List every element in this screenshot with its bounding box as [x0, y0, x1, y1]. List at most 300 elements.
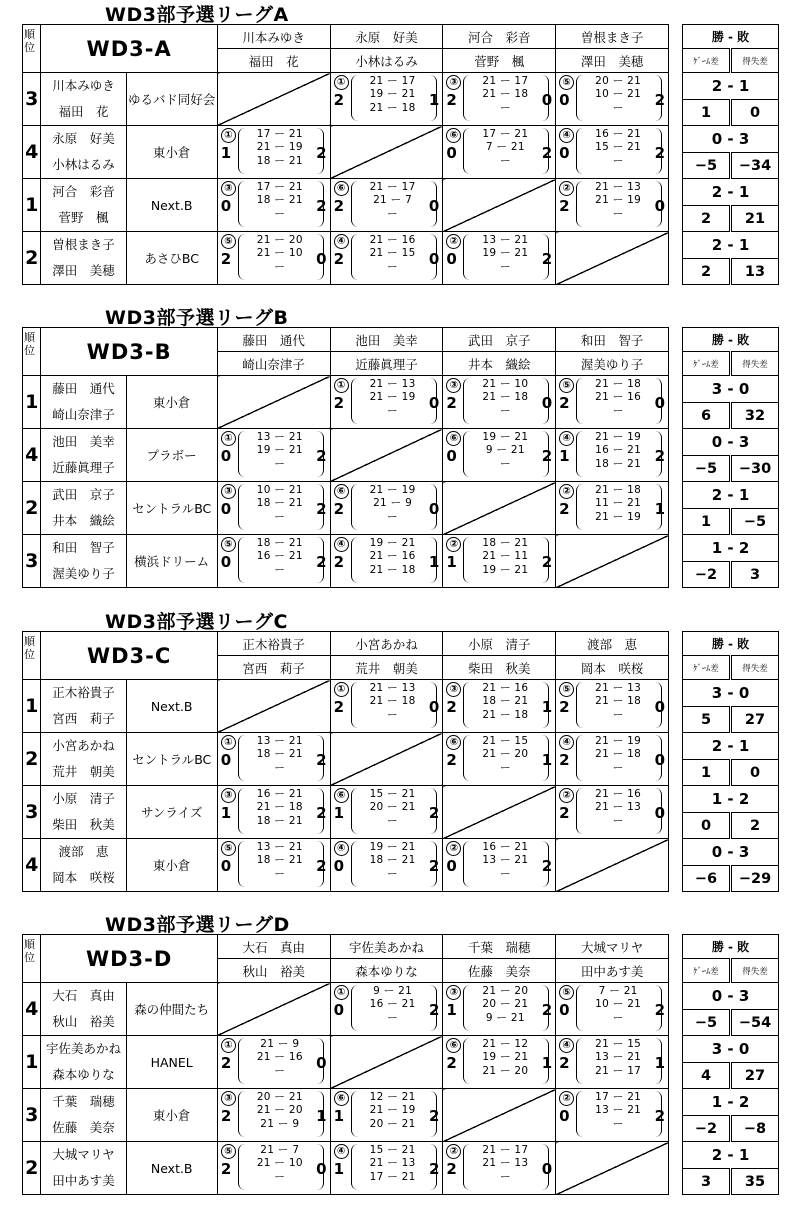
games-won-right: 2: [541, 857, 553, 875]
games-won-right: 0: [541, 91, 553, 109]
point-diff-value: 0: [731, 100, 779, 126]
rank-value: 4: [23, 429, 41, 482]
game-score: 18 ー 21: [256, 194, 303, 206]
player-1-name: 武田 京子: [52, 487, 115, 502]
game-score: 13 ー 21: [256, 841, 303, 853]
games-won-left: 2: [220, 1160, 232, 1178]
games-won-left: 1: [333, 804, 345, 822]
match-number: ④: [559, 128, 574, 143]
games-won-right: 2: [654, 1001, 665, 1019]
match-number: ①: [221, 128, 236, 143]
header-player-1: 川本みゆき: [217, 25, 330, 49]
games-won-right: 0: [654, 197, 665, 215]
game-score: 21 ー 18: [369, 102, 416, 114]
pair-names: [41, 429, 126, 482]
game-score: 21 ー 10: [256, 1157, 303, 1169]
player-1-name: 河合 彩音: [52, 184, 115, 199]
game-score: 16 ー 21: [482, 841, 529, 853]
player-2-name: 秋山 裕美: [52, 1014, 115, 1029]
table-row: [23, 1036, 669, 1089]
match-cell: [443, 839, 556, 892]
header-player-1: 大石 真由: [217, 935, 330, 959]
games-won-left: 0: [220, 500, 232, 518]
game-score: ー: [274, 762, 286, 774]
match-number: ③: [221, 181, 236, 196]
match-cell: [217, 482, 330, 535]
point-diff-value: 21: [731, 206, 779, 232]
diagonal-cell: [330, 126, 443, 179]
player-2-name: 田中あす美: [52, 1173, 115, 1188]
win-loss-header: 勝 - 敗: [683, 25, 779, 49]
match-number: ⑥: [334, 181, 349, 196]
game-score: 18 ー 21: [482, 537, 529, 549]
header-player-1: 正木裕貴子: [217, 632, 330, 656]
diagonal-cell: [556, 232, 669, 285]
rank-value: 4: [23, 983, 41, 1036]
games-won-right: 0: [541, 394, 553, 412]
games-won-right: 0: [654, 394, 665, 412]
game-score: 21 ー 15: [595, 1038, 642, 1050]
game-score: 19 ー 21: [369, 88, 416, 100]
match-cell: [330, 1089, 443, 1142]
table-row: [23, 482, 669, 535]
player-1-name: 大城マリヤ: [52, 1147, 115, 1162]
game-score: 19 ー 21: [482, 1051, 529, 1063]
match-cell: [556, 429, 669, 482]
game-score: ー: [387, 709, 398, 721]
match-cell: [443, 232, 556, 285]
games-won-right: 2: [428, 1107, 440, 1125]
game-score: 16 ー 21: [256, 550, 303, 562]
game-score: 21 ー 19: [595, 735, 642, 747]
games-won-left: 2: [333, 197, 345, 215]
player-1-name: 宇佐美あかね: [45, 1041, 121, 1056]
match-number: ①: [221, 1038, 236, 1053]
game-score: ー: [612, 208, 624, 220]
game-score: 21 ー 7: [260, 1144, 300, 1156]
win-loss-value: 2 - 1: [683, 179, 779, 206]
match-cell: [556, 1089, 669, 1142]
diagonal-cell: [443, 179, 556, 232]
win-loss-header: 勝 - 敗: [683, 935, 779, 959]
pair-names: [41, 1142, 126, 1195]
game-score: 16 ー 21: [595, 444, 642, 456]
table-row: [23, 786, 669, 839]
match-cell: [330, 983, 443, 1036]
match-number: ①: [221, 735, 236, 750]
match-cell: [217, 786, 330, 839]
rank-value: 1: [23, 680, 41, 733]
games-won-right: 2: [541, 250, 553, 268]
match-table: [22, 934, 669, 1195]
game-score: 21 ー 11: [482, 550, 529, 562]
rank-value: 3: [23, 786, 41, 839]
diagonal-cell: [217, 983, 330, 1036]
player-2-name: 佐藤 美奈: [52, 1120, 115, 1135]
game-score: 13 ー 21: [595, 1051, 642, 1063]
games-won-right: 2: [316, 144, 327, 162]
match-cell: [217, 1036, 330, 1089]
game-score: ー: [499, 762, 511, 774]
games-won-left: 0: [446, 250, 457, 268]
match-table: [22, 631, 669, 892]
rank-header: 順位: [23, 632, 41, 680]
game-score: 15 ー 21: [369, 788, 416, 800]
games-won-left: 2: [333, 91, 345, 109]
match-cell: [556, 126, 669, 179]
games-won-left: 1: [446, 553, 457, 571]
game-score: 21 ー 18: [482, 709, 529, 721]
match-cell: [556, 73, 669, 126]
header-player-1: 千葉 瑞穂: [443, 935, 556, 959]
league-name: WD3-D: [41, 935, 217, 983]
rank-value: 4: [23, 839, 41, 892]
pair-names: [41, 482, 126, 535]
games-won-left: 1: [333, 1107, 345, 1125]
game-score: 21 ー 16: [595, 391, 642, 403]
league-section: [0, 303, 800, 603]
header-player-2: 森本ゆりな: [330, 959, 443, 983]
pair-names: [41, 535, 126, 588]
match-cell: [217, 733, 330, 786]
team-name: Next.B: [126, 1142, 217, 1195]
game-diff-value: 1: [683, 100, 731, 126]
point-diff-header: 得失差: [731, 352, 779, 376]
game-score: ー: [274, 868, 286, 880]
match-number: ①: [334, 985, 349, 1000]
game-score: 16 ー 21: [595, 128, 642, 140]
rank-header: 順位: [23, 25, 41, 73]
game-score: 20 ー 21: [369, 1118, 416, 1130]
point-diff-value: 32: [731, 403, 779, 429]
table-row: [23, 839, 669, 892]
match-number: ④: [334, 537, 349, 552]
player-1-name: 藤田 通代: [52, 381, 115, 396]
game-score: 19 ー 21: [482, 247, 529, 259]
game-score: 17 ー 21: [369, 1171, 416, 1183]
header-player-2: 井本 織絵: [443, 352, 556, 376]
game-score: 21 ー 16: [256, 1051, 303, 1063]
game-score: 9 ー 21: [485, 444, 525, 456]
match-number: ②: [446, 1144, 461, 1159]
match-number: ③: [221, 788, 236, 803]
header-player-1: 和田 智子: [556, 328, 669, 352]
game-score: 21 ー 9: [260, 1038, 300, 1050]
games-won-left: 0: [220, 197, 232, 215]
rank-value: 3: [23, 535, 41, 588]
game-score: 18 ー 21: [256, 854, 303, 866]
win-loss-value: 3 - 0: [683, 1036, 779, 1063]
match-cell: [217, 535, 330, 588]
win-loss-value: 2 - 1: [683, 1142, 779, 1169]
match-number: ⑤: [559, 378, 574, 393]
game-score: 20 ー 21: [595, 75, 642, 87]
match-number: ②: [559, 181, 574, 196]
match-cell: [443, 1142, 556, 1195]
game-score: 13 ー 21: [482, 234, 529, 246]
point-diff-header: 得失差: [731, 49, 779, 73]
game-score: ー: [612, 815, 624, 827]
match-number: ⑤: [559, 985, 574, 1000]
games-won-right: 2: [428, 857, 440, 875]
game-score: 21 ー 19: [595, 194, 642, 206]
game-score: 21 ー 16: [595, 788, 642, 800]
pair-names: [41, 1036, 126, 1089]
game-score: ー: [612, 102, 624, 114]
match-number: ③: [221, 1091, 236, 1106]
header-player-2: 佐藤 美奈: [443, 959, 556, 983]
game-score: 18 ー 21: [256, 497, 303, 509]
games-won-right: 2: [316, 197, 327, 215]
match-number: ④: [334, 234, 349, 249]
player-2-name: 澤田 美穂: [52, 263, 115, 278]
match-cell: [330, 839, 443, 892]
game-score: 9 ー 21: [485, 1012, 525, 1024]
game-score: 21 ー 16: [369, 234, 416, 246]
player-1-name: 正木裕貴子: [52, 685, 115, 700]
game-score: ー: [612, 1012, 624, 1024]
games-won-left: 0: [220, 857, 232, 875]
team-name: 森の仲間たち: [126, 983, 217, 1036]
player-2-name: 崎山奈津子: [52, 407, 115, 422]
game-score: 21 ー 9: [373, 497, 413, 509]
game-score: 17 ー 21: [256, 128, 303, 140]
game-score: 21 ー 20: [482, 1065, 529, 1077]
pair-names: [41, 839, 126, 892]
game-score: ー: [387, 261, 398, 273]
team-name: 東小倉: [126, 1089, 217, 1142]
match-number: ⑥: [446, 735, 461, 750]
match-number: ①: [221, 431, 236, 446]
game-score: ー: [274, 1171, 286, 1183]
game-score: 21 ー 10: [482, 378, 529, 390]
games-won-left: 2: [559, 751, 570, 769]
player-2-name: 井本 織絵: [52, 513, 115, 528]
game-score: 21 ー 17: [369, 181, 416, 193]
game-score: 21 ー 18: [369, 695, 416, 707]
game-score: ー: [387, 208, 398, 220]
game-score: 13 ー 21: [595, 1104, 642, 1116]
game-score: ー: [274, 564, 286, 576]
games-won-right: 2: [654, 144, 665, 162]
player-1-name: 池田 美幸: [52, 434, 115, 449]
rank-value: 2: [23, 232, 41, 285]
games-won-right: 0: [428, 698, 440, 716]
win-loss-value: 0 - 3: [683, 429, 779, 456]
game-diff-value: 2: [683, 206, 731, 232]
game-score: ー: [499, 155, 511, 167]
game-diff-value: 3: [683, 1169, 731, 1195]
games-won-left: 0: [333, 857, 345, 875]
match-number: ⑤: [221, 537, 236, 552]
header-player-1: 大城マリヤ: [556, 935, 669, 959]
games-won-left: 0: [220, 751, 232, 769]
team-name: セントラルBC: [126, 482, 217, 535]
match-number: ⑤: [221, 1144, 236, 1159]
games-won-left: 2: [559, 394, 570, 412]
league-name: WD3-C: [41, 632, 217, 680]
header-player-2: 田中あす美: [556, 959, 669, 983]
match-cell: [330, 482, 443, 535]
player-1-name: 和田 智子: [52, 540, 115, 555]
game-score: ー: [387, 1012, 398, 1024]
game-score: 21 ー 19: [595, 431, 642, 443]
game-score: 21 ー 19: [369, 1104, 416, 1116]
rank-value: 1: [23, 376, 41, 429]
win-loss-value: 0 - 3: [683, 839, 779, 866]
match-cell: [556, 482, 669, 535]
match-number: ⑥: [446, 1038, 461, 1053]
header-player-1: 池田 美幸: [330, 328, 443, 352]
game-diff-header: ｹﾞｰﾑ差: [683, 352, 731, 376]
games-won-left: 2: [446, 698, 457, 716]
games-won-left: 2: [220, 1054, 232, 1072]
game-score: ー: [387, 815, 398, 827]
games-won-right: 1: [428, 553, 440, 571]
games-won-left: 2: [333, 500, 345, 518]
header-player-2: 福田 花: [217, 49, 330, 73]
game-score: 21 ー 13: [595, 181, 642, 193]
diagonal-cell: [217, 680, 330, 733]
team-name: あさひBC: [126, 232, 217, 285]
game-score: 21 ー 19: [369, 484, 416, 496]
match-cell: [330, 73, 443, 126]
game-diff-value: 6: [683, 403, 731, 429]
match-cell: [556, 733, 669, 786]
rank-value: 2: [23, 482, 41, 535]
games-won-right: 1: [654, 1054, 665, 1072]
game-score: ー: [274, 511, 286, 523]
match-cell: [443, 429, 556, 482]
match-number: ①: [334, 75, 349, 90]
games-won-left: 0: [559, 91, 570, 109]
match-cell: [443, 376, 556, 429]
game-diff-header: ｹﾞｰﾑ差: [683, 49, 731, 73]
pair-names: [41, 1089, 126, 1142]
win-loss-value: 2 - 1: [683, 733, 779, 760]
games-won-left: 2: [220, 1107, 232, 1125]
game-diff-value: −5: [683, 1010, 731, 1036]
league-name: WD3-A: [41, 25, 217, 73]
game-score: 17 ー 21: [256, 181, 303, 193]
game-score: 21 ー 20: [256, 234, 303, 246]
game-score: 21 ー 17: [369, 75, 416, 87]
win-loss-value: 1 - 2: [683, 786, 779, 813]
games-won-right: 0: [541, 1160, 553, 1178]
game-diff-value: −2: [683, 562, 731, 588]
game-score: 21 ー 15: [482, 735, 529, 747]
match-cell: [556, 786, 669, 839]
games-won-left: 2: [333, 394, 345, 412]
player-2-name: 菅野 楓: [58, 210, 109, 225]
game-score: 21 ー 18: [595, 695, 642, 707]
match-number: ⑥: [334, 484, 349, 499]
game-score: 21 ー 19: [256, 141, 303, 153]
games-won-left: 2: [559, 500, 570, 518]
header-player-2: 渥美ゆり子: [556, 352, 669, 376]
diagonal-cell: [443, 1089, 556, 1142]
games-won-left: 2: [446, 1160, 457, 1178]
match-number: ④: [559, 735, 574, 750]
league-title: WD3部予選リーグB: [105, 307, 289, 329]
games-won-left: 2: [446, 91, 457, 109]
match-cell: [443, 73, 556, 126]
player-2-name: 小林はるみ: [52, 157, 115, 172]
player-1-name: 永原 好美: [52, 131, 115, 146]
diagonal-cell: [217, 376, 330, 429]
game-diff-value: 1: [683, 760, 731, 786]
games-won-right: 2: [316, 751, 327, 769]
game-score: 21 ー 13: [482, 1157, 529, 1169]
match-number: ①: [334, 682, 349, 697]
result-table: [682, 631, 779, 892]
diagonal-cell: [330, 1036, 443, 1089]
result-table: [682, 934, 779, 1195]
game-score: 20 ー 21: [256, 1091, 303, 1103]
game-score: ー: [612, 762, 624, 774]
match-cell: [443, 126, 556, 179]
game-diff-value: 0: [683, 813, 731, 839]
game-score: 13 ー 21: [256, 431, 303, 443]
match-table: [22, 24, 669, 285]
games-won-left: 2: [333, 250, 345, 268]
header-player-2: 秋山 裕美: [217, 959, 330, 983]
game-score: 9 ー 21: [373, 985, 413, 997]
game-score: ー: [612, 1118, 624, 1130]
match-number: ⑥: [334, 1091, 349, 1106]
games-won-right: 1: [541, 698, 553, 716]
games-won-right: 0: [654, 698, 665, 716]
player-1-name: 小原 清子: [52, 791, 115, 806]
team-name: HANEL: [126, 1036, 217, 1089]
team-name: Next.B: [126, 179, 217, 232]
table-row: [23, 733, 669, 786]
game-score: 19 ー 21: [482, 431, 529, 443]
match-number: ⑤: [221, 841, 236, 856]
game-score: 19 ー 21: [369, 841, 416, 853]
games-won-right: 1: [428, 91, 440, 109]
games-won-right: 2: [316, 500, 327, 518]
game-score: 12 ー 21: [369, 1091, 416, 1103]
game-score: 18 ー 21: [482, 695, 529, 707]
games-won-left: 0: [220, 553, 232, 571]
match-cell: [443, 535, 556, 588]
league-name: WD3-B: [41, 328, 217, 376]
league-title: WD3部予選リーグC: [105, 611, 288, 633]
diagonal-cell: [217, 73, 330, 126]
match-cell: [330, 376, 443, 429]
game-diff-value: 1: [683, 509, 731, 535]
header-player-2: 菅野 楓: [443, 49, 556, 73]
games-won-left: 1: [333, 1160, 345, 1178]
player-2-name: 荒井 朝美: [52, 764, 115, 779]
game-diff-value: 5: [683, 707, 731, 733]
point-diff-header: 得失差: [731, 656, 779, 680]
games-won-left: 0: [446, 857, 457, 875]
win-loss-value: 3 - 0: [683, 376, 779, 403]
pair-names: [41, 73, 126, 126]
game-score: ー: [499, 261, 511, 273]
game-score: ー: [387, 405, 398, 417]
games-won-right: 2: [654, 447, 665, 465]
table-row: [23, 73, 669, 126]
header-player-2: 崎山奈津子: [217, 352, 330, 376]
game-score: ー: [612, 709, 624, 721]
game-score: 21 ー 16: [369, 550, 416, 562]
team-name: 東小倉: [126, 126, 217, 179]
player-2-name: 近藤眞理子: [52, 460, 115, 475]
games-won-left: 0: [446, 144, 457, 162]
